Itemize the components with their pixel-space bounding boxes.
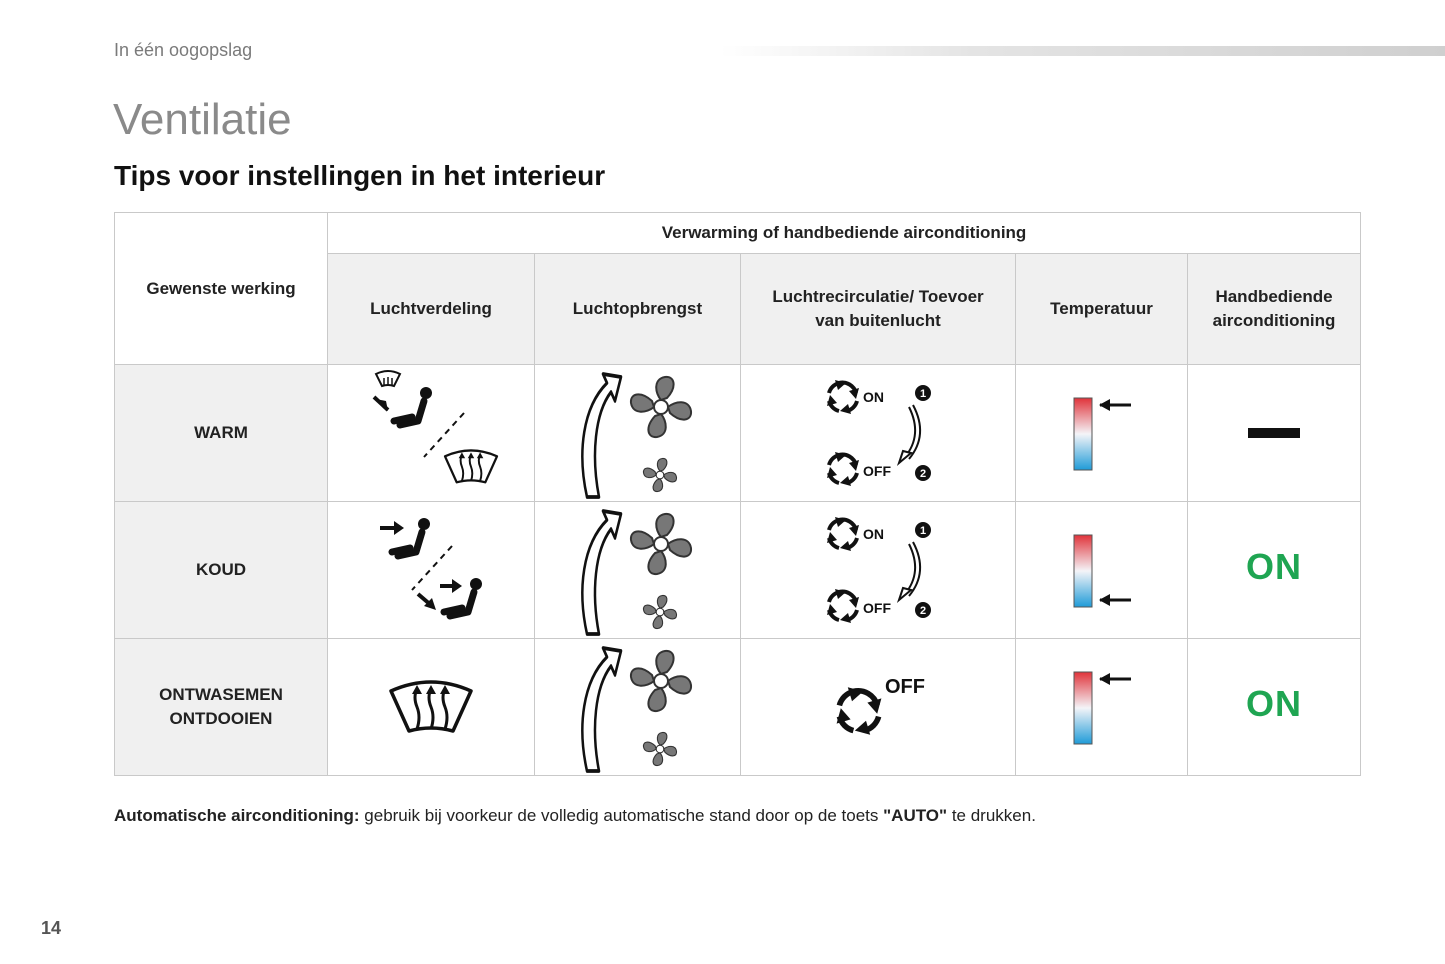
col-label: Handbediende airconditioning	[1212, 287, 1336, 330]
recirculation-icon	[741, 639, 1016, 775]
footnote-label: Automatische airconditioning:	[114, 806, 360, 825]
settings-table	[114, 212, 1361, 776]
col-header-temperatuur	[1016, 254, 1188, 365]
col-label: Luchtrecirculatie/ Toevoer van buitenlucht	[772, 287, 984, 330]
group-header-label: Verwarming of handbediende airconditioning	[661, 223, 1027, 242]
air-flow-cell	[535, 365, 741, 502]
corner-header	[115, 213, 328, 365]
corner-header-label: Gewenste werking	[146, 278, 296, 298]
recirculation-icon	[741, 365, 1016, 501]
temperature-cold-icon	[1016, 502, 1188, 638]
col-header-luchtverdeling	[328, 254, 535, 365]
table-row-koud	[115, 502, 1361, 639]
recirculation-cell	[741, 502, 1016, 639]
table-row-ontwasemen	[115, 639, 1361, 776]
temperature-warm-icon	[1016, 639, 1188, 775]
ac-on-label: ON	[1246, 682, 1303, 724]
recirc-off-label: OFF	[863, 463, 891, 479]
row-label-warm	[115, 365, 328, 502]
ac-off-dash	[1248, 428, 1300, 438]
col-header-luchtopbrengst	[535, 254, 741, 365]
air-distribution-cell	[328, 502, 535, 639]
step-number: 1	[919, 388, 927, 400]
col-label: Luchtverdeling	[370, 299, 492, 318]
air-flow-icon	[535, 639, 741, 775]
row-label-ontwasemen	[115, 639, 328, 776]
row-label-koud	[115, 502, 328, 639]
section-label: In één oogopslag	[114, 40, 253, 60]
recirculation-icon	[741, 502, 1016, 638]
row-label: KOUD	[195, 560, 247, 579]
ac-cell	[1188, 502, 1361, 639]
temperature-cell	[1016, 502, 1188, 639]
page-title: Ventilatie	[113, 95, 292, 144]
footnote-key: "AUTO"	[883, 806, 948, 825]
footnote-text-end: te drukken.	[947, 806, 1036, 825]
row-label-line1: ONTWASEMEN	[159, 685, 283, 704]
page-number: 14	[41, 918, 62, 938]
col-header-recirculatie	[741, 254, 1016, 365]
air-flow-icon	[535, 502, 741, 638]
air-flow-cell	[535, 639, 741, 776]
temperature-warm-icon	[1016, 365, 1188, 501]
header-bar	[720, 46, 1445, 56]
defrost-icon	[328, 639, 534, 775]
row-label: WARM	[194, 423, 248, 442]
air-distribution-cell	[328, 639, 535, 776]
air-distribution-cell	[328, 365, 535, 502]
recirc-off-label: OFF	[885, 676, 925, 698]
row-label-line2: ONTDOOIEN	[169, 709, 273, 728]
col-label: Luchtopbrengst	[572, 299, 703, 318]
ac-cell	[1188, 639, 1361, 776]
group-header	[328, 213, 1361, 254]
temperature-cell	[1016, 639, 1188, 776]
ac-cell	[1188, 365, 1361, 502]
page-subtitle: Tips voor instellingen in het interieur	[114, 160, 606, 191]
footnote	[114, 806, 1036, 826]
air-distribution-icon	[328, 502, 534, 638]
air-flow-cell	[535, 502, 741, 639]
air-flow-icon	[535, 365, 741, 501]
table-row-warm	[115, 365, 1361, 502]
recirc-on-label: ON	[863, 526, 884, 542]
col-header-airconditioning	[1188, 254, 1361, 365]
recirculation-cell	[741, 365, 1016, 502]
temperature-cell	[1016, 365, 1188, 502]
col-label: Temperatuur	[1050, 299, 1153, 318]
recirculation-cell	[741, 639, 1016, 776]
recirc-off-label: OFF	[863, 600, 891, 616]
step-number: 2	[919, 468, 927, 480]
footnote-text: gebruik bij voorkeur de volledig automatische stand door op de toets	[359, 806, 884, 825]
step-number: 2	[919, 605, 927, 617]
recirc-on-label: ON	[863, 389, 884, 405]
step-number: 1	[919, 525, 927, 537]
air-distribution-icon	[328, 365, 534, 501]
ac-on-label: ON	[1246, 545, 1303, 587]
